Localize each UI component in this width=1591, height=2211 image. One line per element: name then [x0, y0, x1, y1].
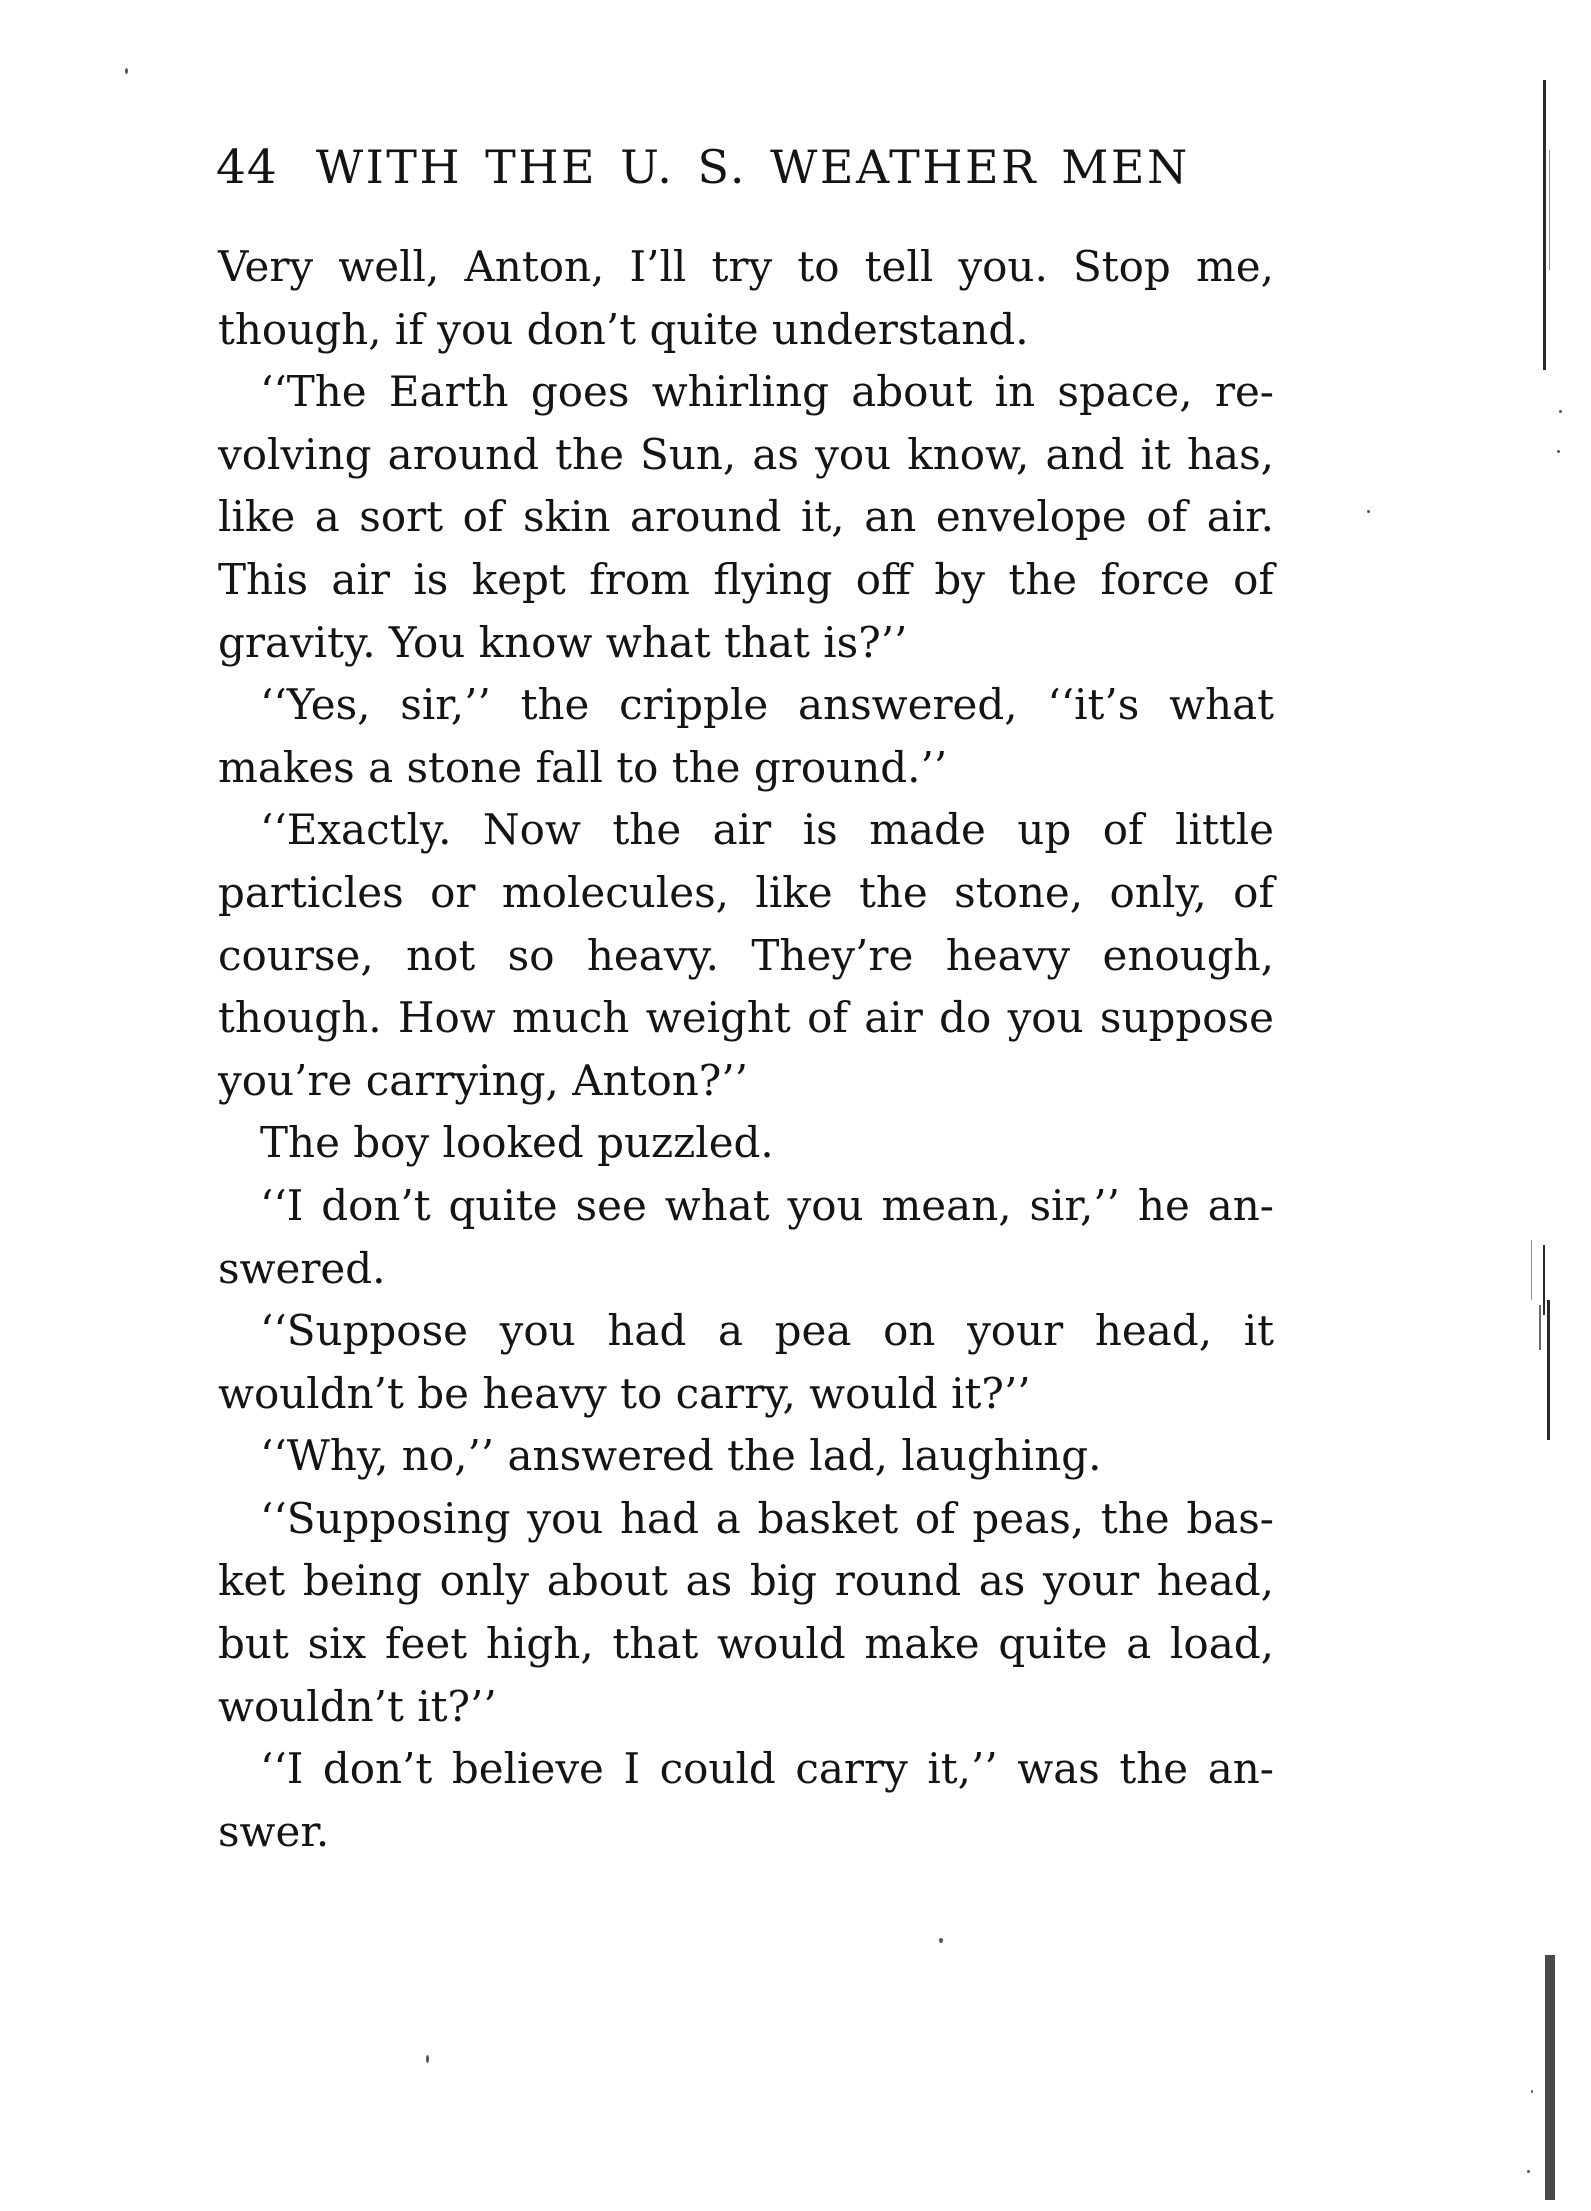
- text-line: ‘‘The Earth goes whirling about in space, re-: [260, 367, 1274, 417]
- text-line: wouldn’t it?’’: [218, 1681, 497, 1731]
- book-title: WITH THE U. S. WEATHER MEN: [315, 140, 1190, 194]
- text-line: Very well, Anton, I’ll try to tell you. Stop me,: [218, 242, 1274, 291]
- scan-edge-mark: [1539, 1305, 1541, 1350]
- text-line: wouldn’t be heavy to carry, would it?’’: [218, 1368, 1031, 1418]
- text-line: ket being only about as big round as your head,: [218, 1556, 1274, 1606]
- text-line: This air is kept from flying off by the force of: [218, 554, 1274, 604]
- text-line: ‘‘Yes, sir,’’ the cripple answered, ‘‘it’s what: [260, 680, 1274, 730]
- scan-edge-mark: [1545, 1955, 1555, 2200]
- scan-speck: [939, 1938, 943, 1943]
- text-body: [218, 236, 1274, 1863]
- text-line: though, if you don’t quite understand.: [218, 304, 1029, 354]
- text-line: ‘‘Suppose you had a pea on your head, it: [260, 1306, 1274, 1356]
- text-line: swer.: [218, 1806, 330, 1856]
- scan-edge-mark: [1543, 80, 1546, 370]
- scan-speck: [125, 68, 128, 74]
- text-line: ‘‘I don’t quite see what you mean, sir,’’ he an-: [260, 1180, 1274, 1230]
- scan-edge-mark: [1549, 150, 1550, 270]
- text-line: though. How much weight of air do you suppose: [218, 993, 1274, 1043]
- scan-speck: [426, 2055, 429, 2063]
- text-line: gravity. You know what that is?’’: [218, 617, 908, 667]
- scan-edge-mark: [1531, 1240, 1532, 1300]
- text-line: The boy looked puzzled.: [260, 1118, 774, 1168]
- scan-edge-mark: [1547, 1300, 1550, 1440]
- text-line: but six feet high, that would make quite a load,: [218, 1619, 1274, 1669]
- text-line: ‘‘Supposing you had a basket of peas, the bas-: [260, 1493, 1274, 1543]
- text-line: course, not so heavy. They’re heavy enough,: [218, 930, 1274, 980]
- text-line: like a sort of skin around it, an envelope of air.: [218, 492, 1274, 542]
- scan-edge-mark: [1543, 1245, 1545, 1315]
- scan-speck: [1367, 510, 1370, 513]
- scan-speck: [1559, 410, 1562, 413]
- text-line: makes a stone fall to the ground.’’: [218, 742, 948, 792]
- page-number: 44: [216, 140, 278, 195]
- scan-speck: [1531, 2090, 1533, 2093]
- text-line: you’re carrying, Anton?’’: [218, 1055, 749, 1105]
- running-header: [216, 140, 1256, 210]
- text-line: ‘‘Why, no,’’ answered the lad, laughing.: [260, 1431, 1102, 1481]
- text-line: ‘‘I don’t believe I could carry it,’’ was the an-: [260, 1744, 1274, 1794]
- text-line: swered.: [218, 1243, 386, 1293]
- text-line: particles or molecules, like the stone, only, of: [218, 867, 1274, 917]
- text-line: volving around the Sun, as you know, and it has,: [218, 429, 1274, 479]
- scan-speck: [1527, 2170, 1530, 2173]
- text-line: ‘‘Exactly. Now the air is made up of little: [260, 805, 1274, 855]
- scan-speck: [1557, 450, 1560, 453]
